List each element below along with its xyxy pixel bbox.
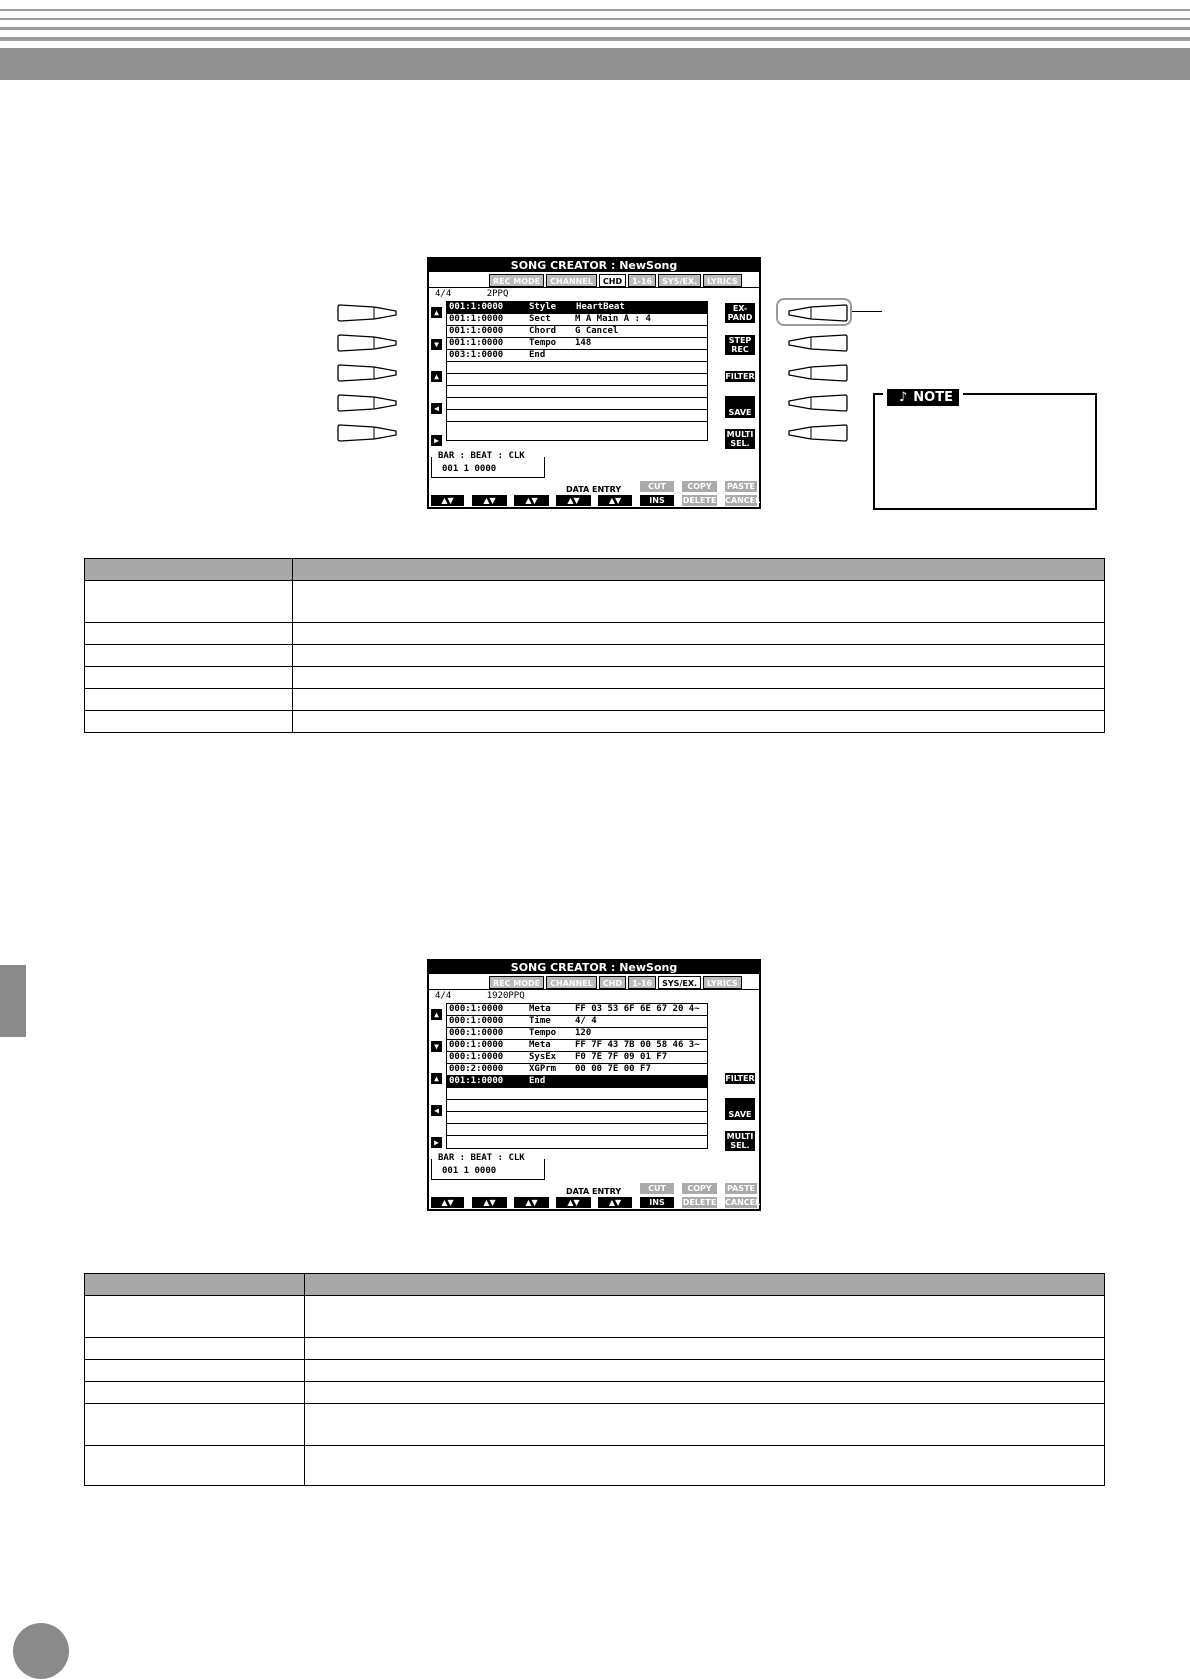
- multi-sel-button[interactable]: MULTI SEL.: [726, 1132, 754, 1150]
- up-arrow-icon[interactable]: ▲: [431, 1009, 442, 1020]
- ins-button[interactable]: INS: [640, 495, 674, 506]
- event-row[interactable]: 003:1:0000 End: [447, 350, 707, 362]
- event-row[interactable]: 000:1:0000 Time 4/ 4: [447, 1016, 707, 1028]
- hardware-button-j[interactable]: [787, 424, 849, 442]
- event-row-empty: [447, 374, 707, 386]
- tab-chd[interactable]: CHD: [599, 274, 626, 287]
- bar-beat-clock[interactable]: BAR : BEAT : CLK 001 1 0000: [431, 457, 545, 478]
- event-row-empty: [447, 1136, 707, 1148]
- event-row[interactable]: 001:1:0000 Sect M A Main A : 4: [447, 314, 707, 326]
- event-row-empty: [447, 1088, 707, 1100]
- save-button[interactable]: SAVE: [725, 396, 755, 418]
- tab-bar: [489, 976, 742, 989]
- cancel-button[interactable]: CANCEL: [725, 496, 761, 505]
- delete-button[interactable]: DELETE: [682, 496, 717, 505]
- event-list: [446, 301, 708, 441]
- left-arrow-icon[interactable]: ◀: [431, 1105, 442, 1116]
- event-row[interactable]: 001:1:0000 Tempo 148: [447, 338, 707, 350]
- tab-1-16[interactable]: 1-16: [628, 274, 656, 287]
- tab-chd[interactable]: CHD: [599, 976, 626, 989]
- multi-sel-button[interactable]: MULTI SEL.: [726, 430, 754, 448]
- data-entry-2-button[interactable]: ▲▼: [598, 1197, 632, 1208]
- hardware-button-g[interactable]: [787, 334, 849, 352]
- delete-button[interactable]: DELETE: [682, 1198, 717, 1207]
- tab-rec-mode[interactable]: REC MODE: [489, 274, 544, 287]
- event-row[interactable]: 001:1:0000 Chord G Cancel: [447, 326, 707, 338]
- song-info: [435, 288, 538, 300]
- clk-updown-button[interactable]: ▲▼: [514, 1197, 549, 1208]
- down-arrow-icon[interactable]: ▼: [431, 1041, 442, 1052]
- event-row-empty: [447, 386, 707, 398]
- event-row[interactable]: 000:2:0000 XGPrm 00 00 7E 00 F7: [447, 1064, 707, 1076]
- expand-button-highlight: [776, 298, 852, 326]
- step-rec-button[interactable]: STEP REC: [725, 335, 755, 355]
- song-info: [435, 990, 555, 1002]
- event-row[interactable]: 000:1:0000 Tempo 120: [447, 1028, 707, 1040]
- bar-updown-button[interactable]: ▲▼: [431, 495, 464, 506]
- event-row-empty: [447, 1100, 707, 1112]
- screen-title: SONG CREATOR : NewSong: [429, 259, 759, 272]
- page-up-icon[interactable]: ▲: [431, 371, 442, 382]
- beat-updown-button[interactable]: ▲▼: [472, 495, 507, 506]
- paste-button[interactable]: PASTE: [726, 482, 755, 491]
- time-signature: 4/4: [435, 289, 452, 299]
- resolution: 2PPQ: [486, 289, 509, 299]
- data-entry-label: DATA ENTRY: [566, 485, 622, 494]
- data-entry-1-button[interactable]: ▲▼: [556, 495, 591, 506]
- tab-sys-ex[interactable]: SYS/EX.: [658, 274, 701, 287]
- page-up-icon[interactable]: ▲: [431, 1073, 442, 1084]
- left-arrow-icon[interactable]: ◀: [431, 403, 442, 414]
- save-button[interactable]: SAVE: [725, 1098, 755, 1120]
- tab-channel[interactable]: CHANNEL: [546, 274, 597, 287]
- ins-button[interactable]: INS: [640, 1197, 674, 1208]
- hardware-button-i[interactable]: [787, 394, 849, 412]
- filter-button[interactable]: FILTER: [725, 372, 755, 381]
- tab-1-16[interactable]: 1-16: [628, 976, 656, 989]
- down-arrow-icon[interactable]: ▼: [431, 339, 442, 350]
- event-row-empty: [447, 362, 707, 374]
- hardware-button-h[interactable]: [787, 364, 849, 382]
- event-row-empty: [447, 398, 707, 410]
- up-arrow-icon[interactable]: ▲: [431, 307, 442, 318]
- paste-button[interactable]: PASTE: [726, 1184, 755, 1193]
- screen-title: SONG CREATOR : NewSong: [429, 961, 759, 974]
- resolution: 1920PPQ: [486, 991, 525, 1001]
- hardware-button-b[interactable]: [336, 334, 398, 352]
- event-row[interactable]: 000:1:0000 Meta FF 03 53 6F 6E 67 20 4~: [447, 1004, 707, 1016]
- event-list: [446, 1003, 708, 1149]
- cut-button[interactable]: CUT: [640, 1183, 674, 1194]
- data-entry-2-button[interactable]: ▲▼: [598, 495, 632, 506]
- tab-rec-mode[interactable]: REC MODE: [489, 976, 544, 989]
- data-entry-label: DATA ENTRY: [566, 1187, 622, 1196]
- event-row[interactable]: 000:1:0000 Meta FF 7F 43 7B 00 58 46 3~: [447, 1040, 707, 1052]
- lcd-screen-chord: [427, 257, 761, 509]
- event-row[interactable]: 000:1:0000 SysEx F0 7E 7F 09 01 F7: [447, 1052, 707, 1064]
- page-number-circle: [13, 1623, 69, 1679]
- event-row-empty: [447, 422, 707, 434]
- event-row[interactable]: 001:1:0000 Style HeartBeat: [447, 302, 707, 314]
- hardware-button-d[interactable]: [336, 394, 398, 412]
- event-row-empty: [447, 410, 707, 422]
- note-box: [873, 393, 1097, 510]
- hardware-button-e[interactable]: [336, 424, 398, 442]
- note-label: ♪ NOTE: [883, 386, 963, 405]
- music-note-icon: ♪: [893, 389, 913, 406]
- bar-updown-button[interactable]: ▲▼: [431, 1197, 464, 1208]
- filter-button[interactable]: FILTER: [725, 1074, 755, 1083]
- time-signature: 4/4: [435, 991, 452, 1001]
- event-row-empty: [447, 1124, 707, 1136]
- beat-updown-button[interactable]: ▲▼: [472, 1197, 507, 1208]
- tab-lyrics[interactable]: LYRICS: [703, 976, 742, 989]
- callout-line: [852, 311, 882, 312]
- copy-button[interactable]: COPY: [682, 1183, 717, 1194]
- lcd-screen-sysex: [427, 959, 761, 1211]
- tab-lyrics[interactable]: LYRICS: [703, 274, 742, 287]
- right-arrow-icon[interactable]: ▶: [431, 435, 442, 446]
- table-chord-events: [84, 558, 1105, 733]
- tab-channel[interactable]: CHANNEL: [546, 976, 597, 989]
- right-arrow-icon[interactable]: ▶: [431, 1137, 442, 1148]
- cancel-button[interactable]: CANCEL: [725, 1198, 761, 1207]
- event-row-empty: [447, 1112, 707, 1124]
- copy-button[interactable]: COPY: [682, 481, 717, 492]
- tab-sys-ex[interactable]: SYS/EX.: [658, 976, 701, 989]
- table-sysex-events: [84, 1273, 1105, 1486]
- clk-updown-button[interactable]: ▲▼: [514, 495, 549, 506]
- hardware-button-a[interactable]: [336, 304, 398, 322]
- bar-beat-clock[interactable]: BAR : BEAT : CLK 001 1 0000: [431, 1159, 545, 1180]
- event-row[interactable]: 001:1:0000 End: [447, 1076, 707, 1088]
- hardware-button-c[interactable]: [336, 364, 398, 382]
- expand-button[interactable]: EX- PAND: [725, 303, 755, 323]
- tab-bar: [489, 274, 742, 287]
- cut-button[interactable]: CUT: [640, 481, 674, 492]
- data-entry-1-button[interactable]: ▲▼: [556, 1197, 591, 1208]
- chapter-side-tab: [0, 965, 26, 1037]
- page-header-band: [0, 0, 1190, 80]
